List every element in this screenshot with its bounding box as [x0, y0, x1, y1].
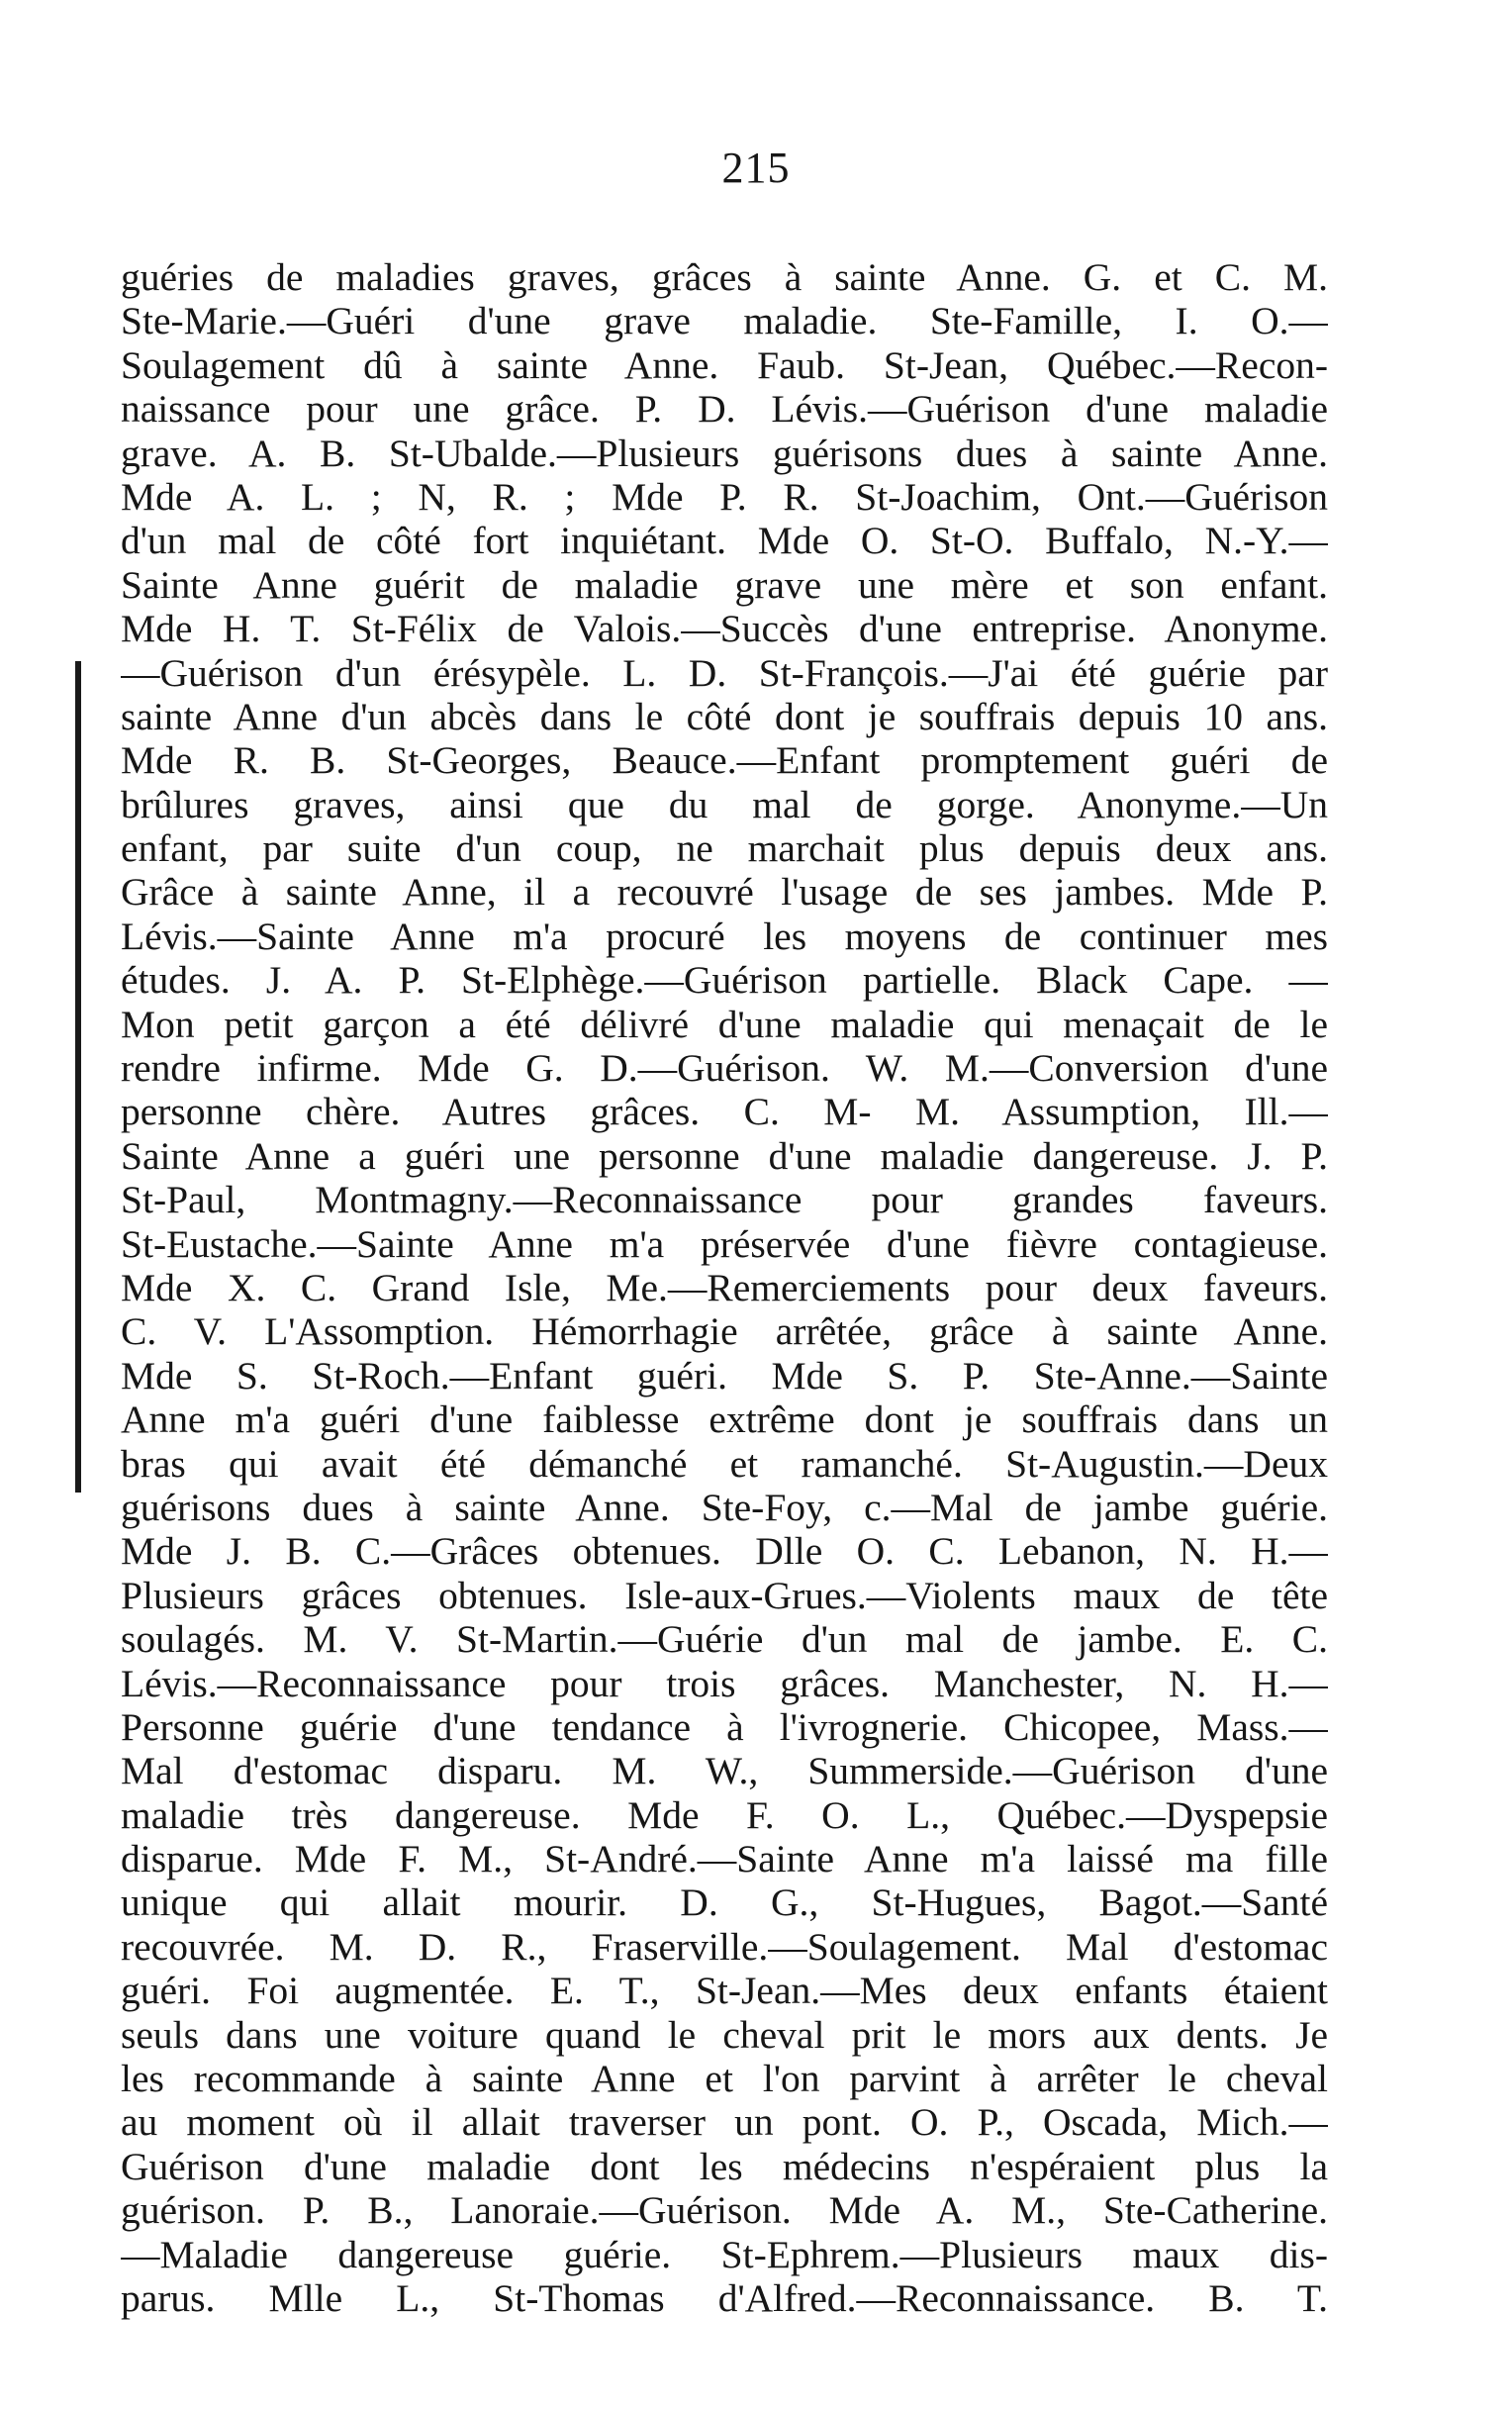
text-line: recouvrée. M. D. R., Fraserville.—Soulagement. Mal d'estomac	[121, 1924, 1328, 1969]
text-line: Plusieurs grâces obtenues. Isle-aux-Grues.—Violents maux de tête	[121, 1573, 1328, 1617]
text-line: les recommande à sainte Anne et l'on parvint à arrêter le cheval	[121, 2057, 1328, 2101]
page-number: 215	[721, 144, 791, 192]
text-line: brûlures graves, ainsi que du mal de gorge. Anonyme.—Un	[121, 782, 1328, 826]
text-line: grave. A. B. St-Ubalde.—Plusieurs guérisons dues à sainte Anne.	[121, 431, 1328, 475]
text-line: Anne m'a guéri d'une faiblesse extrême dont je souffrais dans un	[121, 1398, 1328, 1442]
text-line: Mde R. B. St-Georges, Beauce.—Enfant promptement guéri de	[121, 738, 1328, 783]
text-line: au moment où il allait traverser un pont. O. P., Oscada, Mich.—	[121, 2100, 1328, 2145]
text-line: sainte Anne d'un abcès dans le côté dont je souffrais depuis 10 ans.	[121, 694, 1328, 738]
text-line: Soulagement dû à sainte Anne. Faub. St-Jean, Québec.—Recon-	[121, 342, 1328, 387]
text-line: C. V. L'Assomption. Hémorrhagie arrêtée, grâce à sainte Anne.	[121, 1309, 1328, 1354]
text-line: guérisons dues à sainte Anne. Ste-Foy, c.—Mal de jambe guérie.	[121, 1485, 1328, 1529]
text-line: Grâce à sainte Anne, il a recouvré l'usage de ses jambes. Mde P.	[121, 870, 1328, 915]
text-line: Mde A. L. ; N, R. ; Mde P. R. St-Joachim, Ont.—Guérison	[121, 474, 1328, 519]
text-line: maladie très dangereuse. Mde F. O. L., Québec.—Dyspepsie	[121, 1792, 1328, 1837]
text-line: Mal d'estomac disparu. M. W., Summerside.—Guérison d'une	[121, 1749, 1328, 1793]
text-line: —Guérison d'un érésypèle. L. D. St-François.—J'ai été guérie par	[121, 650, 1328, 695]
text-line: Mde J. B. C.—Grâces obtenues. Dlle O. C. Lebanon, N. H.—	[121, 1529, 1328, 1574]
text-line: Ste-Marie.—Guéri d'une grave maladie. Ste-Famille, I. O.—	[121, 299, 1328, 343]
text-line: Sainte Anne a guéri une personne d'une maladie dangereuse. J. P.	[121, 1133, 1328, 1178]
text-line: Lévis.—Reconnaissance pour trois grâces. Manchester, N. H.—	[121, 1661, 1328, 1705]
text-line: rendre infirme. Mde G. D.—Guérison. W. M.—Conversion d'une	[121, 1046, 1328, 1091]
text-line: personne chère. Autres grâces. C. M- M. Assumption, Ill.—	[121, 1090, 1328, 1134]
text-line: Mde X. C. Grand Isle, Me.—Remerciements pour deux faveurs.	[121, 1265, 1328, 1309]
text-line: d'un mal de côté fort inquiétant. Mde O. St-O. Buffalo, N.-Y.—	[121, 519, 1328, 563]
text-line: parus. Mlle L., St-Thomas d'Alfred.—Reconnaissance. B. T.	[121, 2275, 1328, 2320]
text-line: Mon petit garçon a été délivré d'une maladie qui menaçait de le	[121, 1002, 1328, 1046]
text-line: guéries de maladies graves, grâces à sainte Anne. G. et C. M.	[121, 255, 1328, 299]
text-line: Personne guérie d'une tendance à l'ivrognerie. Chicopee, Mass.—	[121, 1704, 1328, 1749]
text-line: St-Paul, Montmagny.—Reconnaissance pour grandes faveurs.	[121, 1178, 1328, 1222]
body-text	[121, 255, 1328, 2320]
text-line: guéri. Foi augmentée. E. T., St-Jean.—Mes deux enfants étaient	[121, 1969, 1328, 2013]
text-line: Mde H. T. St-Félix de Valois.—Succès d'une entreprise. Anonyme.	[121, 607, 1328, 651]
text-line: études. J. A. P. St-Elphège.—Guérison partielle. Black Cape. —	[121, 958, 1328, 1003]
text-line: —Maladie dangereuse guérie. St-Ephrem.—Plusieurs maux dis-	[121, 2232, 1328, 2276]
margin-marker-bar	[75, 661, 81, 1493]
text-line: enfant, par suite d'un coup, ne marchait plus depuis deux ans.	[121, 826, 1328, 871]
text-line: guérison. P. B., Lanoraie.—Guérison. Mde A. M., Ste-Catherine.	[121, 2188, 1328, 2233]
text-line: unique qui allait mourir. D. G., St-Hugues, Bagot.—Santé	[121, 1880, 1328, 1925]
text-line: naissance pour une grâce. P. D. Lévis.—Guérison d'une maladie	[121, 387, 1328, 432]
text-line: soulagés. M. V. St-Martin.—Guérie d'un mal de jambe. E. C.	[121, 1617, 1328, 1662]
text-line: Mde S. St-Roch.—Enfant guéri. Mde S. P. Ste-Anne.—Sainte	[121, 1353, 1328, 1398]
text-line: Lévis.—Sainte Anne m'a procuré les moyens de continuer mes	[121, 914, 1328, 958]
text-line: bras qui avait été démanché et ramanché. St-Augustin.—Deux	[121, 1441, 1328, 1486]
text-line: seuls dans une voiture quand le cheval prit le mors aux dents. Je	[121, 2012, 1328, 2057]
text-line: Guérison d'une maladie dont les médecins n'espéraient plus la	[121, 2144, 1328, 2188]
text-line: disparue. Mde F. M., St-André.—Sainte Anne m'a laissé ma fille	[121, 1837, 1328, 1881]
text-line: Sainte Anne guérit de maladie grave une mère et son enfant.	[121, 562, 1328, 607]
text-line: St-Eustache.—Sainte Anne m'a préservée d'une fièvre contagieuse.	[121, 1221, 1328, 1266]
